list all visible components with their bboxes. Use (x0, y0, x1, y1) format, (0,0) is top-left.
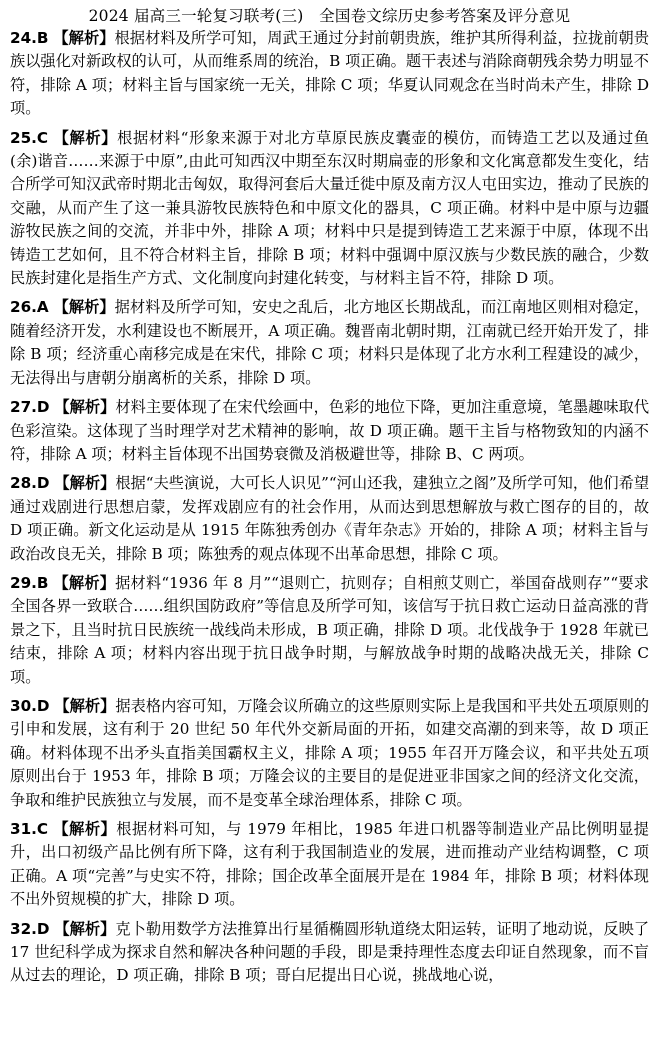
answer-item-25 (10, 127, 649, 291)
answer-number: 29.B (10, 573, 49, 592)
answer-item-24 (10, 27, 649, 121)
answer-number: 25.C (10, 128, 49, 147)
analysis-tag: 【解析】 (53, 820, 117, 838)
analysis-tag: 【解析】 (54, 474, 116, 493)
answer-text: 克卜勒用数学方法推算出行星循椭圆形轨道绕太阳运转，证明了地动说，反映了 17 世纪科学成为探求自然和解决各种问题的手段，即是秉持理性态度去印证自然现象，而不盲从过去的理论，D 项正确，排除 B 项；哥白尼提出日心说，挑战地心说， (10, 919, 650, 985)
answer-text: 根据材料“形象来源于对北方草原民族皮囊壶的模仿，而铸造工艺以及通过鱼(余)谐音……来源于中原”,由此可知西汉中期至东汉时期扁壶的形象和文化寓意都发生变化，结合所学可知汉武帝时期北击匈奴，取得河套后大量迁徙中原及南方汉人屯田实边，推动了民族的交融，从而产生了这一兼具游牧民族特色和中原文化的器具，C 项正确。材料中是中原与边疆游牧民族之间的交流，并非中外，排除 A 项；材料中只是提到铸造工艺来源于中原，体现不出铸造工艺如何，且不符合材料主旨，排除 B 项；材料中强调中原汉族与少数民族的融合，少数民族封建化是指生产方式、文化制度向封建化转变，与材料主旨不符，排除 D 项。 (10, 128, 650, 288)
answer-item-26 (10, 296, 649, 390)
answer-number: 28.D (10, 474, 50, 493)
answer-number: 31.C (10, 820, 49, 838)
answer-item-29 (10, 572, 649, 689)
analysis-tag: 【解析】 (53, 298, 115, 317)
answer-text: 根据材料及所学可知，周武王通过分封前朝贵族，维护其所得利益，拉拢前朝贵族以强化对新政权的认可，从而维系周的统治，B 项正确。题干表述与消除商朝残余势力明显不符，排除 A 项；材料主旨与国家统一无关，排除 C 项；华夏认同观念在当时尚未产生，排除 D 项。 (10, 29, 650, 118)
answer-number: 30.D (10, 696, 50, 715)
analysis-tag: 【解析】 (54, 919, 116, 938)
analysis-tag: 【解析】 (54, 696, 116, 715)
answer-item-27 (10, 396, 649, 466)
answer-text: 根据“夫些演说，大可长人识见”“河山还我，建独立之阁”及所学可知，他们希望通过戏剧进行思想启蒙，发挥戏剧应有的社会作用，从而达到思想解放与救亡图存的目的，故 D 项正确。新文化运动是从 1915 年陈独秀创办《青年杂志》开始的，排除 A 项；材料主旨与政治改良无关，排除 B 项；陈独秀的观点体现不出革命思想，排除 C 项。 (10, 474, 650, 563)
answer-number: 27.D (10, 398, 50, 417)
analysis-tag: 【解析】 (53, 573, 116, 592)
answer-text: 据材料及所学可知，安史之乱后，北方地区长期战乱，而江南地区则相对稳定，随着经济开发，水利建设也不断展开，A 项正确。魏晋南北朝时期，江南就已经开始开发了，排除 B 项；经济重心南移完成是在宋代，排除 C 项；材料只是体现了北方水利工程建设的减少，无法得出与唐朝分崩离析的关系，排除 D 项。 (10, 298, 650, 387)
answer-item-28 (10, 472, 649, 566)
answer-item-32 (10, 918, 649, 988)
answer-text: 据材料“1936 年 8 月”“退则亡，抗则存；自相煎艾则亡，举国奋战则存”“要求全国各界一致联合……组织国防政府”等信息及所学可知，该信写于抗日救亡运动日益高涨的背景之下，且当时抗日民族统一战线尚未形成，B 项正确，排除 D 项。北伐战争于 1928 年就已结束，排除 A 项；材料内容出现于抗日战争时期，与解放战争时期的战略决战无关，排除 C 项。 (10, 573, 649, 686)
answer-item-31 (10, 818, 649, 912)
analysis-tag: 【解析】 (53, 128, 118, 147)
analysis-tag: 【解析】 (53, 29, 115, 47)
answer-text: 材料主要体现了在宋代绘画中，色彩的地位下降，更加注重意境，笔墨趣味取代色彩渲染。这体现了当时理学对艺术精神的影响，故 D 项正确。题干主旨与格物致知的内涵不符，排除 A 项；材料主旨体现不出国势衰微及消极避世等，排除 B、C 两项。 (10, 398, 650, 463)
answer-item-30 (10, 695, 649, 812)
answer-number: 26.A (10, 298, 49, 317)
answer-number: 24.B (10, 29, 49, 47)
answer-text: 根据材料可知，与 1979 年相比，1985 年进口机器等制造业产品比例明显提升，出口初级产品比例有所下降，这有利于我国制造业的发展，进而推动产业结构调整，C 项正确。A 项“完善”与史实不符，排除；国企改革全面展开是在 1984 年，排除 B 项；材料体现不出外贸规模的扩大，排除 D 项。 (10, 820, 649, 909)
analysis-tag: 【解析】 (54, 398, 116, 417)
page-title: 2024 届高三一轮复习联考(三) 全国卷文综历史参考答案及评分意见 (88, 7, 571, 25)
answer-number: 32.D (10, 919, 50, 938)
answer-text: 据表格内容可知，万隆会议所确立的这些原则实际上是我国和平共处五项原则的引申和发展，这有利于 20 世纪 50 年代外交新局面的开拓，如建交高潮的到来等，故 D 项正确。材料体现不出矛头直指美国霸权主义，排除 A 项；1955 年召开万隆会议，和平共处五项原则出台于 1953 年，排除 B 项；万隆会议的主要目的是促进亚非国家之间的经济文化交流，争取和维护民族独立与发展，而不是变革全球治理体系，排除 C 项。 (10, 696, 650, 809)
